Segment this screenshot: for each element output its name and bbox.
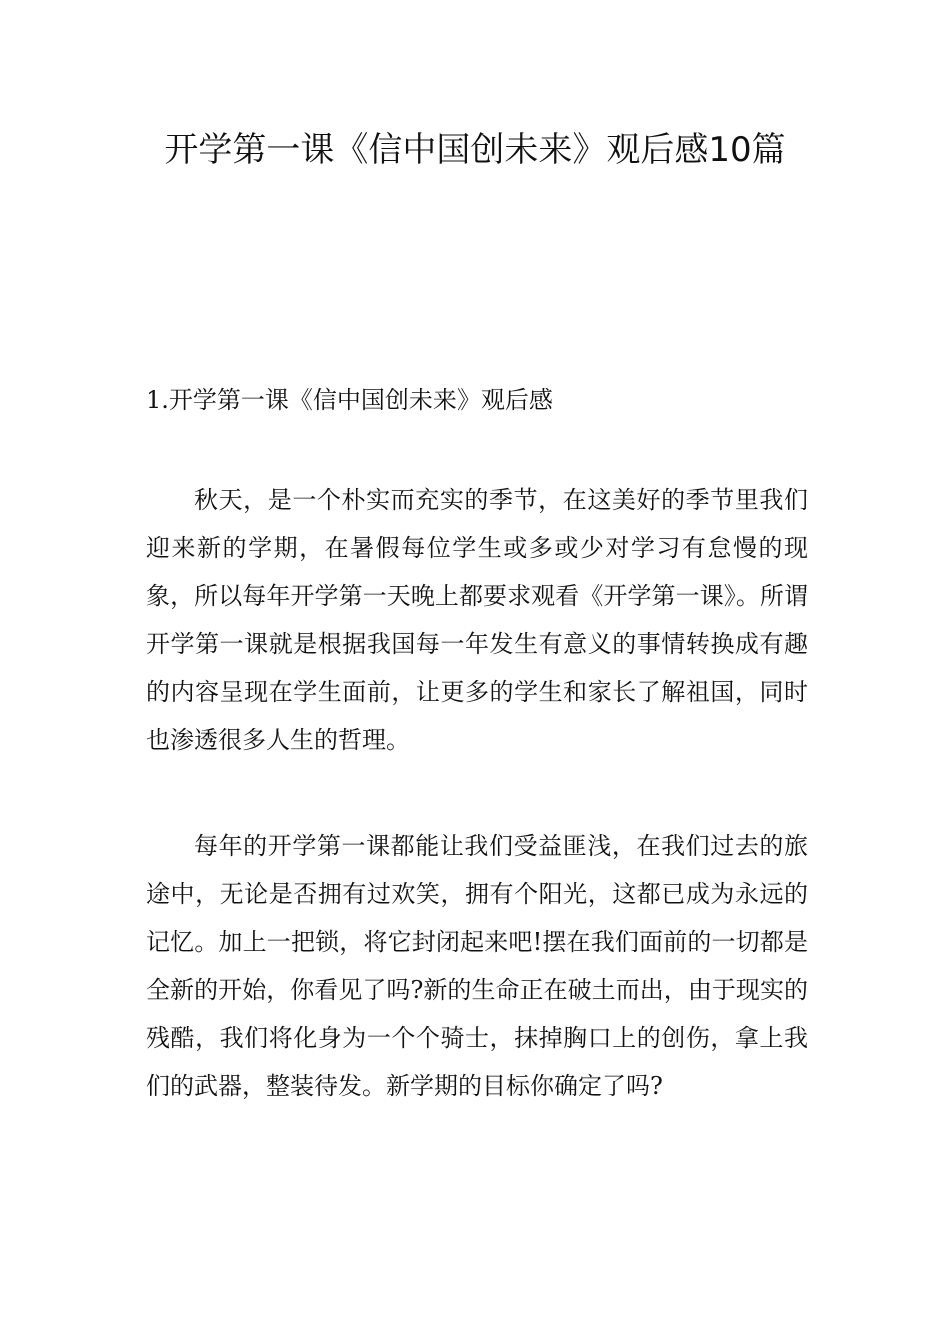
paragraph-2: 每年的开学第一课都能让我们受益匪浅，在我们过去的旅途中，无论是否拥有过欢笑，拥有个阳光，这都已成为永远的记忆。加上一把锁，将它封闭起来吧!摆在我们面前的一切都是全新的开始，你看见了吗?新的生命正在破土而出，由于现实的残酷，我们将化身为一个个骑士，抹掉胸口上的创伤，拿上我们的武器，整装待发。新学期的目标你确定了吗?: [146, 832, 808, 1100]
document-title: 开学第一课《信中国创未来》观后感10篇: [164, 130, 786, 170]
paragraph-1: 秋天，是一个朴实而充实的季节，在这美好的季节里我们迎来新的学期，在暑假每位学生或多或少对学习有怠慢的现象，所以每年开学第一天晚上都要求观看《开学第一课》。所谓开学第一课就是根据我国每一年发生有意义的事情转换成有趣的内容呈现在学生面前，让更多的学生和家长了解祖国，同时也渗透很多人生的哲理。: [146, 486, 808, 754]
section-heading: 1.开学第一课《信中国创未来》观后感: [146, 386, 553, 414]
